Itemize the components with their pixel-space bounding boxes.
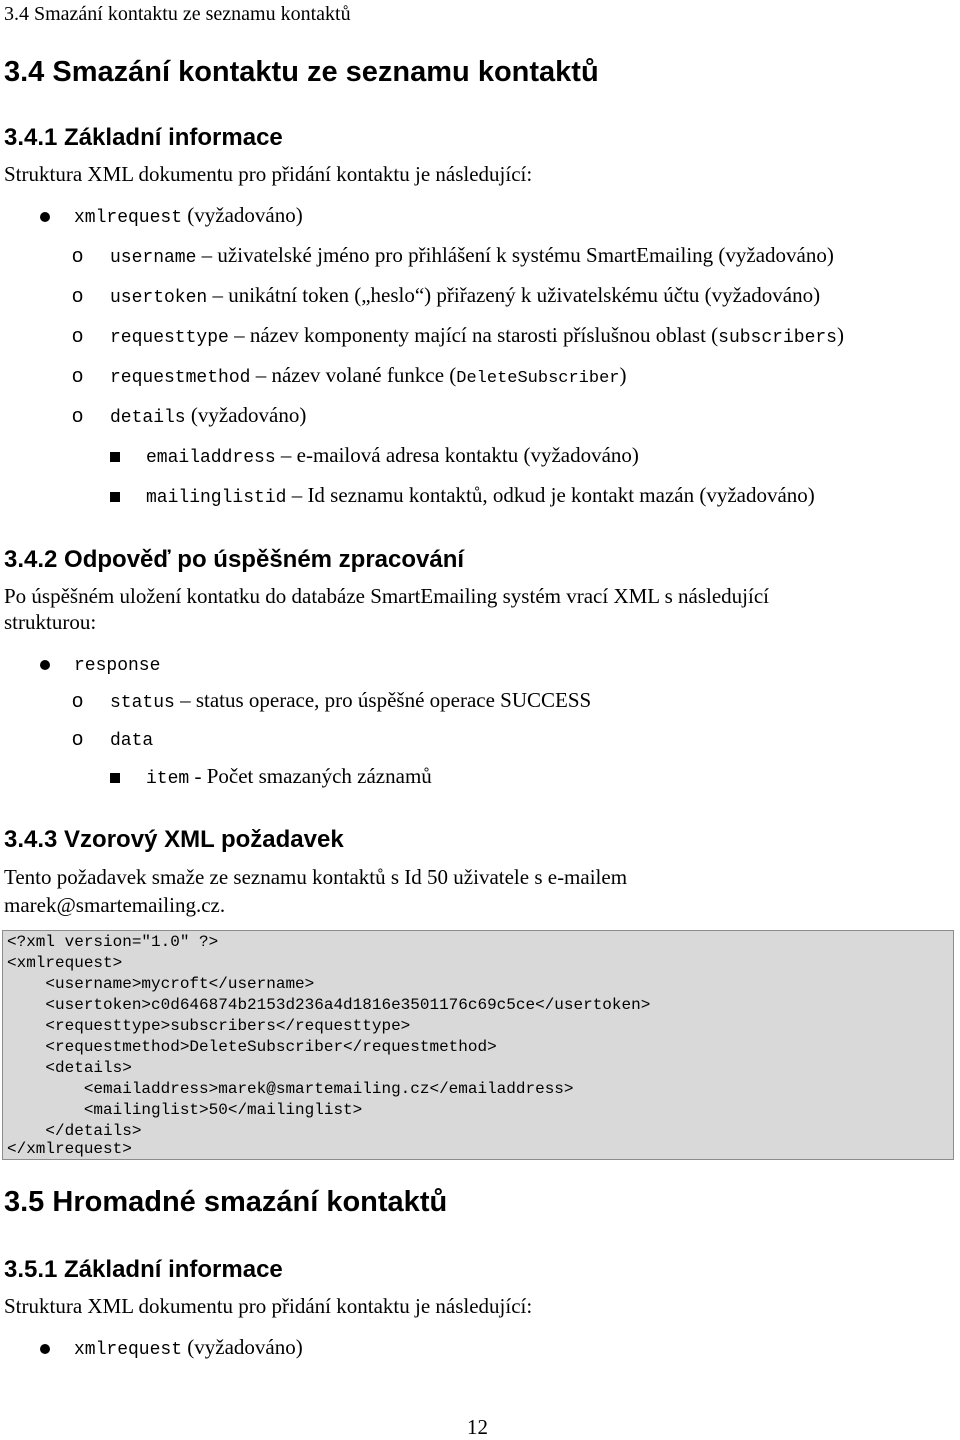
intro-paragraph-continued: strukturou:	[4, 610, 97, 634]
code-block	[2, 930, 954, 1160]
subsection-heading-3-4-1: 3.4.1 Základní informace	[4, 124, 283, 151]
list-item	[110, 323, 844, 348]
bullet-dot-icon	[40, 212, 50, 222]
list-item	[110, 243, 834, 268]
code-term: mailinglistid	[146, 488, 287, 508]
item-description: (vyžadováno)	[185, 403, 307, 427]
item-description: – status operace, pro úspěšné operace SUCCESS	[174, 688, 592, 712]
bullet-circle-icon: o	[72, 245, 84, 267]
bullet-circle-icon: o	[72, 690, 84, 712]
bullet-circle-icon: o	[72, 365, 84, 387]
list-item	[110, 688, 591, 713]
list-item	[110, 403, 306, 428]
bullet-circle-icon: o	[72, 728, 84, 750]
list-item-root	[74, 203, 303, 228]
bullet-dot-icon	[40, 660, 50, 670]
code-term: subscribers	[718, 328, 837, 348]
code-term: username	[110, 248, 197, 268]
list-item	[110, 726, 153, 751]
code-term: details	[110, 408, 186, 428]
code-term: usertoken	[110, 288, 208, 308]
code-line: <?xml version="1.0" ?>	[7, 933, 219, 951]
bullet-dot-icon	[40, 1344, 50, 1354]
list-item	[110, 363, 627, 388]
code-term: xmlrequest	[74, 1340, 183, 1360]
code-term: xmlrequest	[74, 208, 183, 228]
subsection-heading-3-4-2: 3.4.2 Odpověď po úspěšném zpracování	[4, 546, 465, 573]
code-line: <mailinglist>50</mailinglist>	[7, 1101, 363, 1119]
code-line: <details>	[7, 1059, 132, 1077]
item-description: – unikátní token („heslo“) přiřazený k uživatelskému účtu (vyžadováno)	[207, 283, 821, 307]
intro-paragraph-continued: marek@smartemailing.cz.	[4, 893, 226, 917]
code-line: <requesttype>subscribers</requesttype>	[7, 1017, 411, 1035]
intro-paragraph: Po úspěšném uložení kontatku do databáze SmartEmailing systém vrací XML s následující	[4, 584, 769, 608]
item-description-end: )	[619, 363, 627, 387]
item-description: – Id seznamu kontaktů, odkud je kontakt mazán (vyžadováno)	[286, 483, 815, 507]
section-heading-3-5: 3.5 Hromadné smazání kontaktů	[4, 1186, 448, 1218]
bullet-circle-icon: o	[72, 285, 84, 307]
intro-paragraph: Struktura XML dokumentu pro přidání kontaktu je následující:	[4, 162, 533, 186]
item-description: - Počet smazaných záznamů	[189, 764, 432, 788]
code-term: requestmethod	[110, 368, 251, 388]
item-description: – uživatelské jméno pro přihlášení k systému SmartEmailing (vyžadováno)	[196, 243, 834, 267]
code-term: response	[74, 656, 161, 676]
code-term: item	[146, 769, 190, 789]
list-item-root	[74, 651, 160, 676]
sub-list-item	[146, 764, 432, 789]
list-item	[110, 283, 820, 308]
code-line: <emailaddress>marek@smartemailing.cz</emailaddress>	[7, 1080, 574, 1098]
code-line: <xmlrequest>	[7, 954, 123, 972]
code-term: status	[110, 693, 175, 713]
bullet-square-icon	[110, 492, 120, 502]
bullet-square-icon	[110, 452, 120, 462]
item-description: – název komponenty mající na starosti příslušnou oblast (	[228, 323, 719, 347]
code-line: </details>	[7, 1122, 142, 1140]
code-line: <usertoken>c0d646874b2153d236a4d1816e3501176c69c5ce</usertoken>	[7, 996, 651, 1014]
intro-paragraph: Struktura XML dokumentu pro přidání kontaktu je následující:	[4, 1294, 533, 1318]
code-line: </xmlrequest>	[7, 1140, 132, 1158]
code-term: emailaddress	[146, 448, 276, 468]
bullet-circle-icon: o	[72, 405, 84, 427]
page-number: 12	[467, 1415, 488, 1439]
item-description-end: )	[836, 323, 844, 347]
item-description: – e-mailová adresa kontaktu (vyžadováno)	[275, 443, 639, 467]
running-header: 3.4 Smazání kontaktu ze seznamu kontaktů	[4, 3, 351, 25]
code-line: <username>mycroft</username>	[7, 975, 315, 993]
bullet-circle-icon: o	[72, 325, 84, 347]
intro-paragraph: Tento požadavek smaže ze seznamu kontaktů s Id 50 uživatele s e-mailem	[4, 865, 628, 889]
sub-list-item	[146, 483, 815, 508]
sub-list-item	[146, 443, 639, 468]
list-item-root	[74, 1335, 303, 1360]
item-description: (vyžadováno)	[182, 203, 303, 227]
section-heading-3-4: 3.4 Smazání kontaktu ze seznamu kontaktů	[4, 56, 599, 88]
item-description: – název volané funkce (	[250, 363, 457, 387]
subsection-heading-3-5-1: 3.5.1 Základní informace	[4, 1256, 283, 1283]
code-term: DeleteSubscriber	[456, 369, 620, 388]
bullet-square-icon	[110, 773, 120, 783]
subsection-heading-3-4-3: 3.4.3 Vzorový XML požadavek	[4, 826, 344, 853]
item-description: (vyžadováno)	[182, 1335, 303, 1359]
code-term: data	[110, 731, 154, 751]
code-line: <requestmethod>DeleteSubscriber</requestmethod>	[7, 1038, 497, 1056]
code-term: requesttype	[110, 328, 229, 348]
